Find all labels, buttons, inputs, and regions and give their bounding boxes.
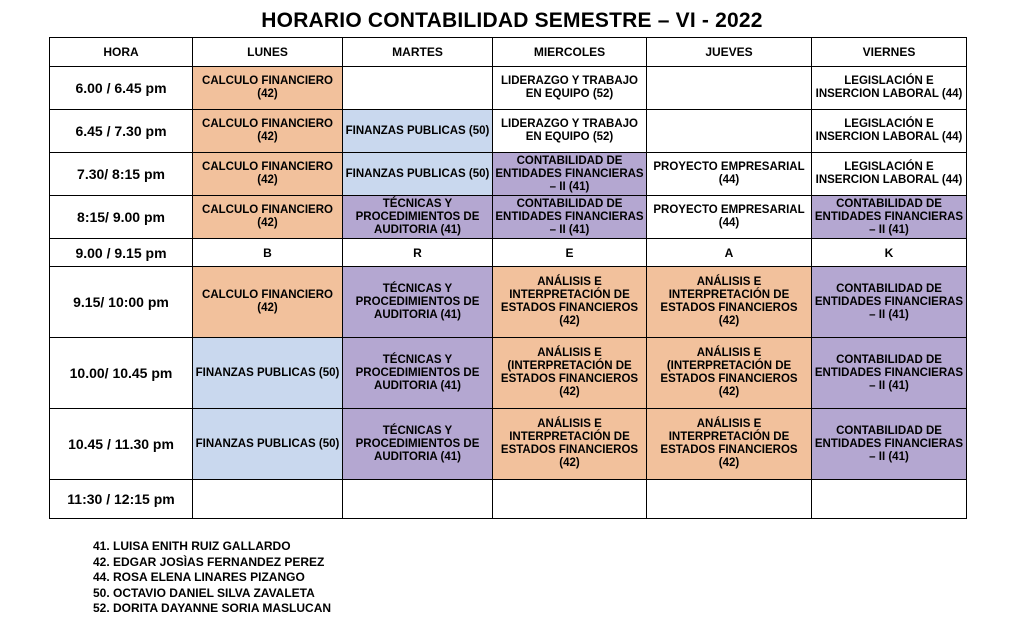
course-cell: LEGISLACIÓN E INSERCION LABORAL (44) <box>812 110 967 153</box>
time-slot: 10.45 / 11.30 pm <box>50 409 193 480</box>
course-cell: LIDERAZGO Y TRABAJO EN EQUIPO (52) <box>493 67 647 110</box>
course-cell: CONTABILIDAD DE ENTIDADES FINANCIERAS – II (41) <box>812 196 967 239</box>
course-cell: FINANZAS PUBLICAS (50) <box>193 338 343 409</box>
course-cell: TÉCNICAS Y PROCEDIMIENTOS DE AUDITORIA (41) <box>343 409 493 480</box>
schedule-row <box>50 110 967 153</box>
break-letter: A <box>647 239 812 267</box>
header-hora: HORA <box>50 38 193 67</box>
time-slot: 7.30/ 8:15 pm <box>50 153 193 196</box>
time-slot: 6.45 / 7.30 pm <box>50 110 193 153</box>
course-cell: CONTABILIDAD DE ENTIDADES FINANCIERAS – II (41) <box>812 267 967 338</box>
course-cell <box>193 480 343 519</box>
course-cell: FINANZAS PUBLICAS (50) <box>343 110 493 153</box>
course-cell: LEGISLACIÓN E INSERCION LABORAL (44) <box>812 153 967 196</box>
course-cell: CONTABILIDAD DE ENTIDADES FINANCIERAS – II (41) <box>493 196 647 239</box>
header-jueves: JUEVES <box>647 38 812 67</box>
course-cell: ANÁLISIS E INTERPRETACIÓN DE ESTADOS FINANCIEROS (42) <box>493 409 647 480</box>
course-cell: LEGISLACIÓN E INSERCION LABORAL (44) <box>812 67 967 110</box>
time-slot: 10.00/ 10.45 pm <box>50 338 193 409</box>
schedule-table <box>49 37 967 519</box>
course-cell: CONTABILIDAD DE ENTIDADES FINANCIERAS – II (41) <box>493 153 647 196</box>
schedule-row <box>50 153 967 196</box>
course-cell: ANÁLISIS E INTERPRETACIÓN DE ESTADOS FINANCIEROS (42) <box>493 267 647 338</box>
course-cell <box>812 480 967 519</box>
course-cell <box>647 67 812 110</box>
schedule-row <box>50 239 967 267</box>
legend-item: 42. EDGAR JOSÌAS FERNANDEZ PEREZ <box>93 554 325 569</box>
course-cell: CONTABILIDAD DE ENTIDADES FINANCIERAS – II (41) <box>812 409 967 480</box>
break-letter: E <box>493 239 647 267</box>
schedule-row <box>50 267 967 338</box>
course-cell: FINANZAS PUBLICAS (50) <box>343 153 493 196</box>
course-cell: FINANZAS PUBLICAS (50) <box>193 409 343 480</box>
course-cell: ANÁLISIS E (INTERPRETACIÓN DE ESTADOS FINANCIEROS (42) <box>493 338 647 409</box>
course-cell: LIDERAZGO Y TRABAJO EN EQUIPO (52) <box>493 110 647 153</box>
header-martes: MARTES <box>343 38 493 67</box>
course-cell: ANÁLISIS E INTERPRETACIÓN DE ESTADOS FINANCIEROS (42) <box>647 267 812 338</box>
break-letter: R <box>343 239 493 267</box>
course-cell: ANÁLISIS E INTERPRETACIÓN DE ESTADOS FINANCIEROS (42) <box>647 409 812 480</box>
course-cell: CALCULO FINANCIERO (42) <box>193 67 343 110</box>
legend-item: 41. LUISA ENITH RUIZ GALLARDO <box>93 539 291 553</box>
header-row <box>50 38 967 67</box>
time-slot: 9.15/ 10:00 pm <box>50 267 193 338</box>
header-lunes: LUNES <box>193 38 343 67</box>
course-cell: PROYECTO EMPRESARIAL (44) <box>647 153 812 196</box>
time-slot: 6.00 / 6.45 pm <box>50 67 193 110</box>
schedule-row <box>50 338 967 409</box>
course-cell: CALCULO FINANCIERO (42) <box>193 196 343 239</box>
course-cell <box>343 67 493 110</box>
schedule-row <box>50 67 967 110</box>
legend-item: 52. DORITA DAYANNE SORIA MASLUCAN <box>93 601 332 615</box>
legend-item: 44. ROSA ELENA LINARES PIZANGO <box>93 570 305 584</box>
course-cell: ANÁLISIS E (INTERPRETACIÓN DE ESTADOS FINANCIEROS (42) <box>647 338 812 409</box>
course-cell: CALCULO FINANCIERO (42) <box>193 110 343 153</box>
course-cell: CONTABILIDAD DE ENTIDADES FINANCIERAS – II (41) <box>812 338 967 409</box>
header-viernes: VIERNES <box>812 38 967 67</box>
schedule-row <box>50 196 967 239</box>
break-letter: K <box>812 239 967 267</box>
course-cell: PROYECTO EMPRESARIAL (44) <box>647 196 812 239</box>
schedule-row <box>50 480 967 519</box>
course-cell <box>493 480 647 519</box>
course-cell <box>647 480 812 519</box>
teacher-legend <box>93 539 331 617</box>
time-slot: 8:15/ 9.00 pm <box>50 196 193 239</box>
course-cell: TÉCNICAS Y PROCEDIMIENTOS DE AUDITORIA (41) <box>343 267 493 338</box>
time-slot: 11:30 / 12:15 pm <box>50 480 193 519</box>
course-cell: TÉCNICAS Y PROCEDIMIENTOS DE AUDITORIA (41) <box>343 196 493 239</box>
page-title: HORARIO CONTABILIDAD SEMESTRE – VI - 2022 <box>261 9 763 32</box>
course-cell <box>647 110 812 153</box>
break-letter: B <box>193 239 343 267</box>
header-miercoles: MIERCOLES <box>493 38 647 67</box>
course-cell: CALCULO FINANCIERO (42) <box>193 153 343 196</box>
course-cell: CALCULO FINANCIERO (42) <box>193 267 343 338</box>
time-slot: 9.00 / 9.15 pm <box>50 239 193 267</box>
course-cell: TÉCNICAS Y PROCEDIMIENTOS DE AUDITORIA (41) <box>343 338 493 409</box>
course-cell <box>343 480 493 519</box>
legend-item: 50. OCTAVIO DANIEL SILVA ZAVALETA <box>93 585 315 600</box>
schedule-row <box>50 409 967 480</box>
